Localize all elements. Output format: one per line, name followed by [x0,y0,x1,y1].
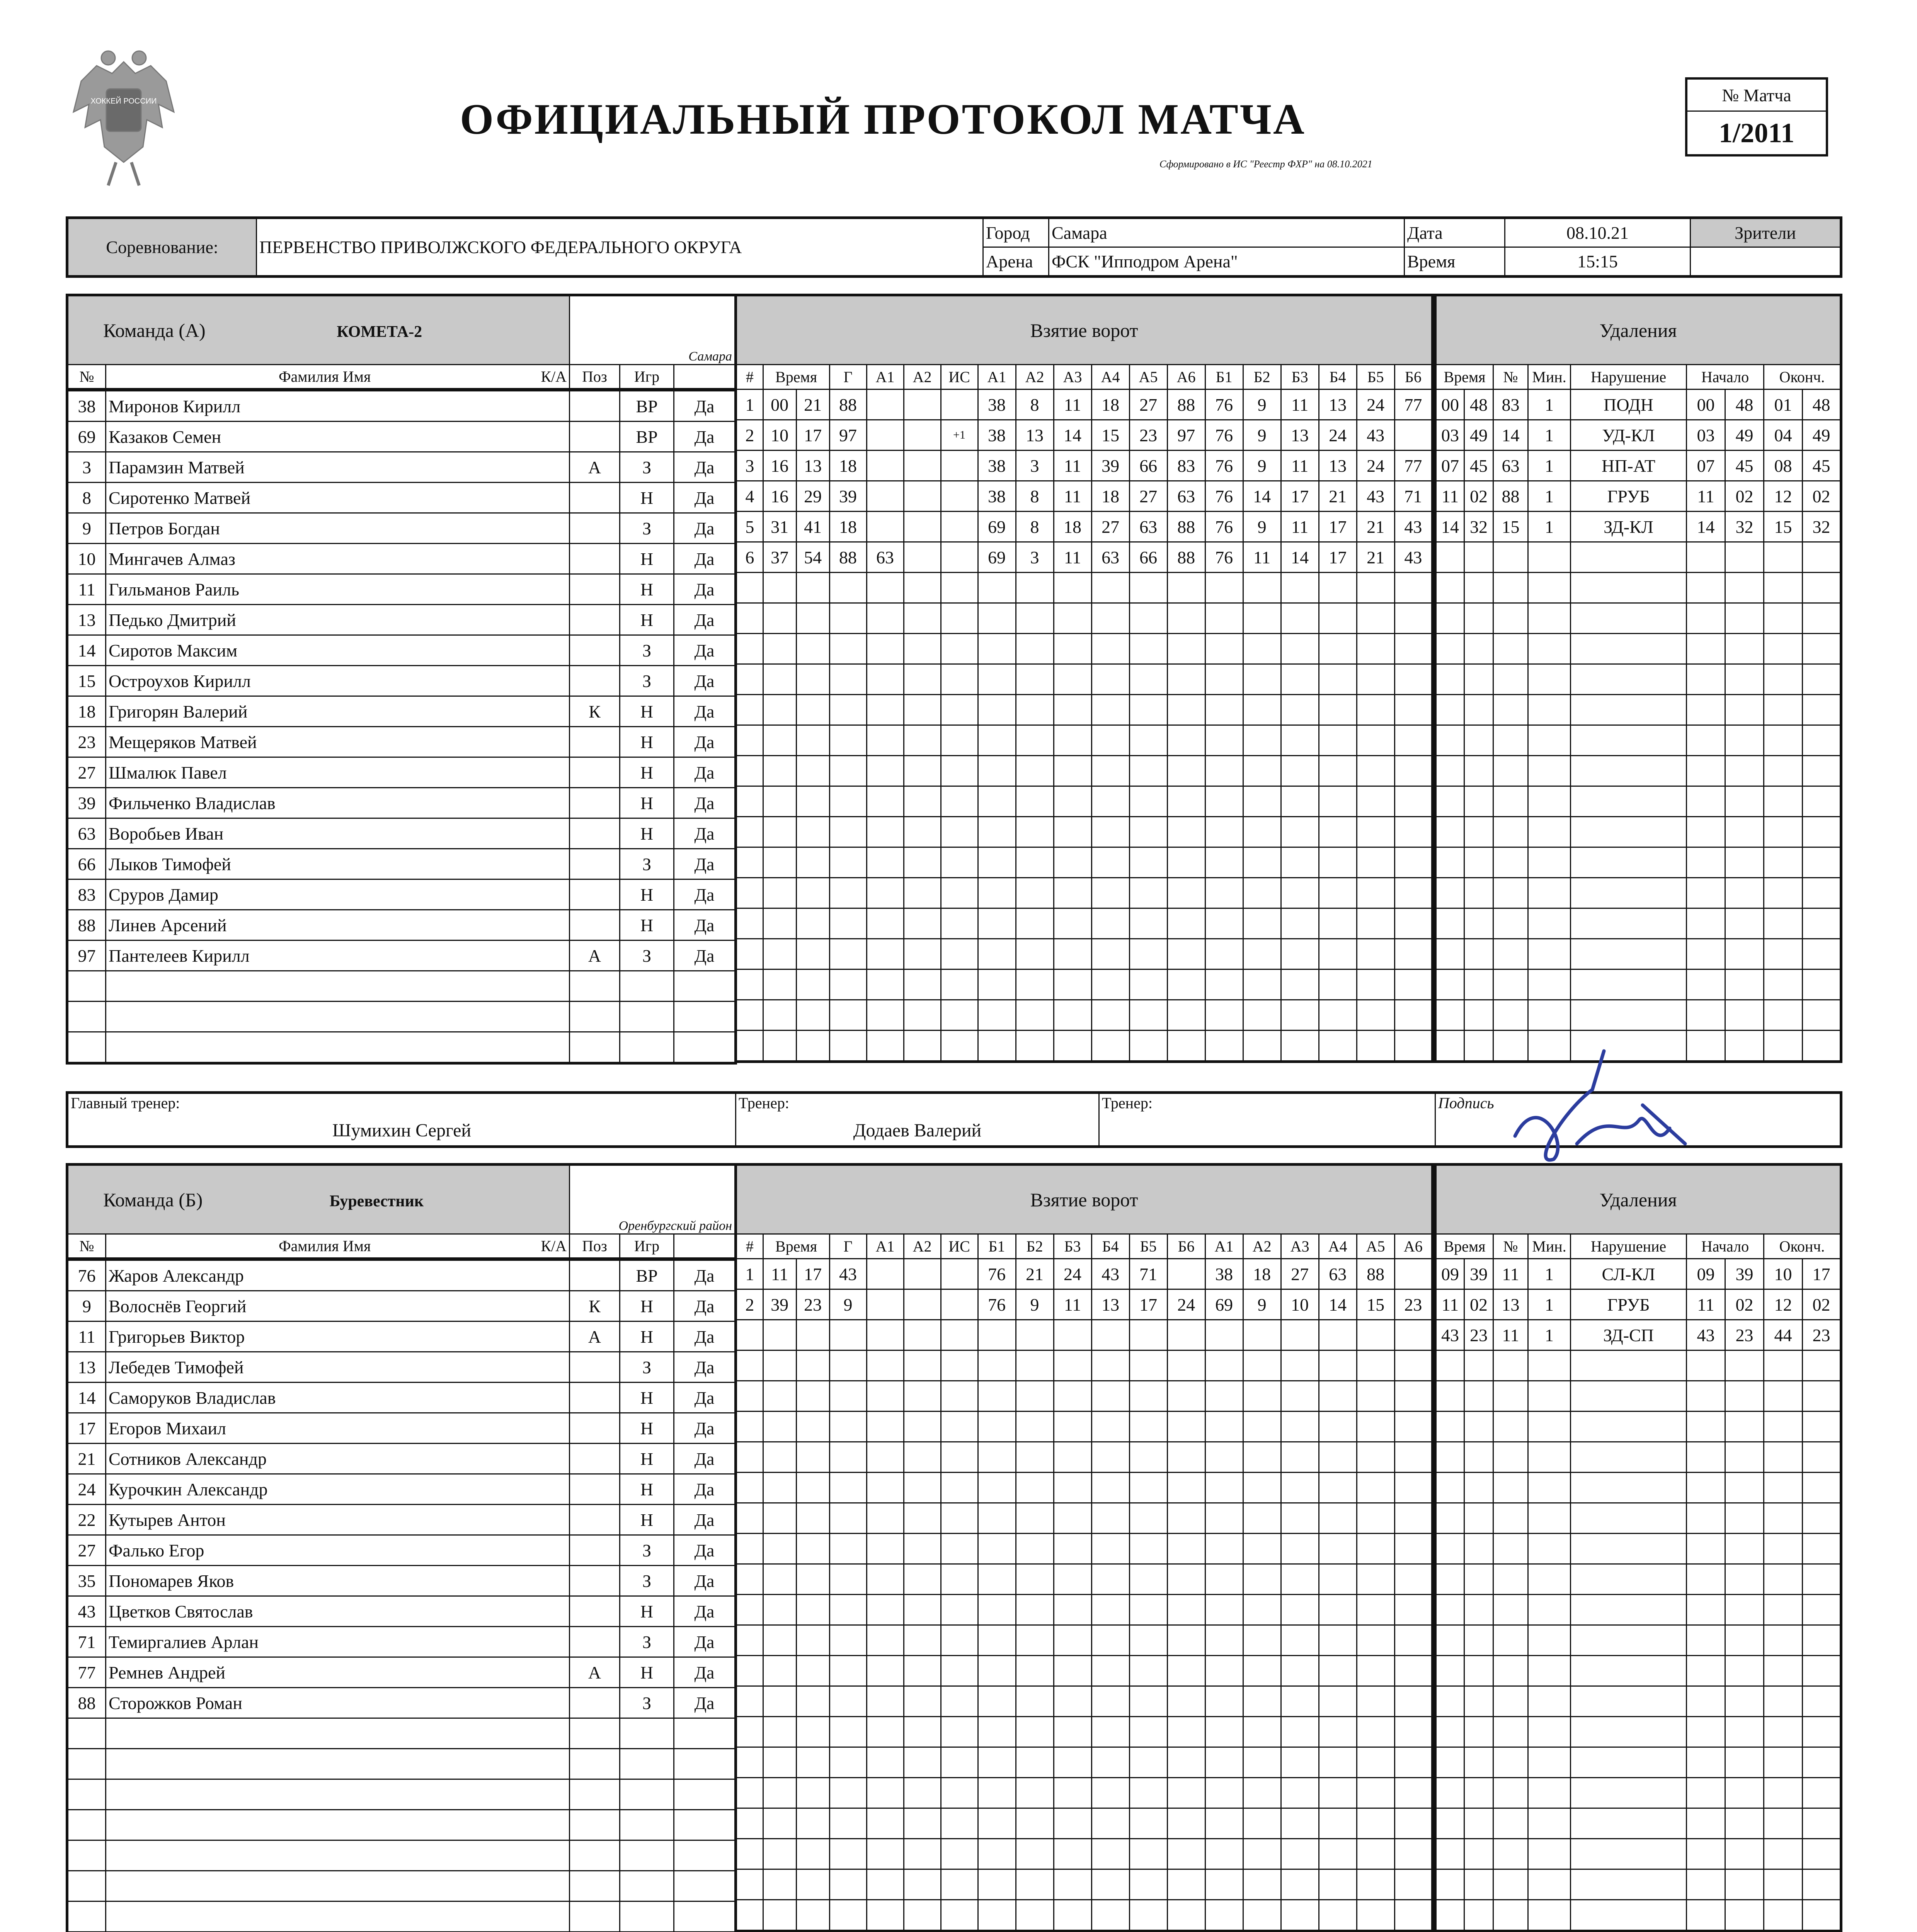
penalty-row [1435,969,1841,1000]
goal-row: 6 37 54 88 63 69 3 11 63 66 88 76 11 14 17 21 43 [736,542,1433,573]
player-row: 39 Фильченко Владислав Н Да [67,788,736,818]
goal-row [736,1900,1433,1931]
penalty-row [1435,908,1841,939]
player-row: 22 Кутырев Антон Н Да [67,1505,736,1535]
goal-row [736,786,1433,817]
penalty-row [1435,1503,1841,1534]
match-info: Соревнование: ПЕРВЕНСТВО ПРИВОЛЖСКОГО ФЕДЕРАЛЬНОГО ОКРУГА Город Самара Дата 08.10.21 Зрители Арена ФСК "Ипподром Арена" Время 15:15 [66,216,1842,278]
penalty-row [1435,634,1841,664]
penalty-row [1435,1564,1841,1595]
player-row [67,1871,736,1901]
penalty-row [1435,1869,1841,1900]
penalty-row [1435,1000,1841,1031]
generated-note: Сформировано в ИС "Реестр ФХР" на 08.10.2021 [1159,158,1372,170]
player-row: 35 Пономарев Яков З Да [67,1566,736,1596]
goal-row [736,1595,1433,1625]
player-row: 10 Мингачев Алмаз Н Да [67,544,736,574]
signature-team-b-icon [1461,1924,1731,1932]
teamB-name: Буревестник [329,1192,424,1210]
player-row: 76 Жаров Александр ВР Да [67,1260,736,1291]
goal-row [736,1564,1433,1595]
player-row [67,971,736,1002]
goal-row [736,1656,1433,1686]
eagle-emblem-icon [66,46,182,193]
goal-row [736,1442,1433,1473]
player-row [67,1002,736,1032]
player-row: 14 Сиротов Максим З Да [67,635,736,666]
penalty-row [1435,1625,1841,1656]
player-row [67,1032,736,1063]
goal-row [736,1808,1433,1839]
teamA-players [66,390,737,1065]
teamA-coaches: Главный тренер: Шумихин Сергей Тренер: Додаев Валерий Тренер: Подпись [66,1091,1842,1148]
goal-row [736,756,1433,786]
player-row: 69 Казаков Семен ВР Да [67,422,736,452]
penalty-row [1435,1595,1841,1625]
player-row: 8 Сиротенко Матвей Н Да [67,483,736,513]
penalty-row [1435,725,1841,756]
player-row [67,1810,736,1840]
penalty-row [1435,1808,1841,1839]
penalty-row [1435,1412,1841,1442]
logo [66,46,182,193]
penalty-row [1435,1778,1841,1808]
penalty-row: 11 02 13 1 ГРУБ 11 02 12 02 [1435,1289,1841,1320]
penalty-row [1435,1473,1841,1503]
penalty-row [1435,1350,1841,1381]
penalty-row: 00 48 83 1 ПОДН 00 48 01 48 [1435,389,1841,420]
player-row: 43 Цветков Святослав Н Да [67,1596,736,1627]
goal-row [736,847,1433,878]
goal-row [736,1625,1433,1656]
goal-row [736,1869,1433,1900]
goal-row: 1 11 17 43 76 21 24 43 71 38 18 27 63 88 [736,1259,1433,1289]
penalty-row [1435,1717,1841,1747]
goal-row [736,1000,1433,1031]
goal-row: 1 00 21 88 38 8 11 18 27 88 76 9 11 13 24 77 [736,389,1433,420]
player-row: 9 Волоснёв Георгий К Н Да [67,1291,736,1321]
goal-row [736,1503,1433,1534]
teamA-label: Команда (А) КОМЕТА-2 [67,295,570,365]
goal-row [736,1747,1433,1778]
player-row: 13 Лебедев Тимофей З Да [67,1352,736,1383]
goal-row: 2 39 23 9 76 9 11 13 17 24 69 9 10 14 15 23 [736,1289,1433,1320]
penalty-row [1435,603,1841,634]
team-a-section [66,294,1840,1151]
goal-row [736,1381,1433,1412]
goal-row [736,817,1433,847]
competition-name: ПЕРВЕНСТВО ПРИВОЛЖСКОГО ФЕДЕРАЛЬНОГО ОКРУГА [257,218,983,277]
player-row: 11 Гильманов Раиль Н Да [67,574,736,605]
penalty-row: 03 49 14 1 УД-КЛ 03 49 04 49 [1435,420,1841,451]
goal-row [736,1320,1433,1350]
penalty-row [1435,1839,1841,1869]
penalty-row: 09 39 11 1 СЛ-КЛ 09 39 10 17 [1435,1259,1841,1289]
goal-row [736,1031,1433,1062]
player-row: 14 Саморуков Владислав Н Да [67,1383,736,1413]
teamB-roster: Команда (Б) Буревестник Оренбургский район № Фамилия Имя К/А Поз Игр [66,1163,737,1260]
page-title: ОФИЦИАЛЬНЫЙ ПРОТОКОЛ МАТЧА [460,95,1306,143]
player-row: 88 Сторожков Роман З Да [67,1688,736,1718]
player-row [67,1901,736,1932]
penalty-row [1435,878,1841,908]
player-row: 15 Остроухов Кирилл З Да [67,666,736,696]
player-row: 27 Фалько Егор З Да [67,1535,736,1566]
goal-row [736,1778,1433,1808]
teamA-penalties: Удаления Время № Мин. Нарушение Начало Оконч. 00 48 83 1 ПОДН 00 48 01 48 03 49 14 1 УД-КЛ 03 49 04 49 07 45 63 1 НП-АТ 07 45 08 45 11 02 88 1 ГРУБ 11 02 12 02 14 32 15 1 ЗД-КЛ 14 32 15 32 [1434,294,1842,1063]
player-row: 27 Шмалюк Павел Н Да [67,757,736,788]
goal-row [736,573,1433,603]
goal-row [736,725,1433,756]
goal-row: 5 31 41 18 69 8 18 27 63 88 76 9 11 17 21 43 [736,512,1433,542]
player-row: 9 Петров Богдан З Да [67,513,736,544]
player-row [67,1749,736,1779]
goal-row [736,1717,1433,1747]
player-row: 23 Мещеряков Матвей Н Да [67,727,736,757]
player-row: 83 Сруров Дамир Н Да [67,879,736,910]
head-coach-name: Шумихин Сергей [332,1120,472,1141]
svg-text:ХОККЕЙ РОССИИ: ХОККЕЙ РОССИИ [90,97,157,105]
teamB-penalties: Удаления Время № Мин. Нарушение Начало Оконч. 09 39 11 1 СЛ-КЛ 09 39 10 17 11 02 13 1 ГРУБ 11 02 12 02 43 23 11 1 ЗД-СП 43 23 44 23 [1434,1163,1842,1932]
player-row [67,1840,736,1871]
penalty-row [1435,542,1841,573]
player-row: 88 Линев Арсений Н Да [67,910,736,940]
penalty-row [1435,847,1841,878]
player-row: 66 Лыков Тимофей З Да [67,849,736,879]
goal-row: 3 16 13 18 38 3 11 39 66 83 76 9 11 13 24 77 [736,451,1433,481]
goal-row [736,1473,1433,1503]
penalty-row [1435,1534,1841,1564]
player-row: 17 Егоров Михаил Н Да [67,1413,736,1444]
penalty-row: 11 02 88 1 ГРУБ 11 02 12 02 [1435,481,1841,512]
goal-row [736,969,1433,1000]
goal-row [736,664,1433,695]
player-row: 13 Педько Дмитрий Н Да [67,605,736,635]
signature-team-a-icon [1507,1043,1701,1167]
goal-row [736,878,1433,908]
goal-row [736,939,1433,969]
match-number: № Матча 1/2011 [1685,77,1828,156]
player-row: 97 Пантелеев Кирилл А З Да [67,940,736,971]
player-row: 77 Ремнев Андрей А Н Да [67,1657,736,1688]
player-row: 18 Григорян Валерий К Н Да [67,696,736,727]
penalty-row [1435,573,1841,603]
penalty-row [1435,786,1841,817]
penalty-row: 07 45 63 1 НП-АТ 07 45 08 45 [1435,451,1841,481]
team-b-section [66,1163,1840,1932]
goal-row [736,634,1433,664]
penalty-row [1435,1656,1841,1686]
goal-row: 2 10 17 97 +1 38 13 14 15 23 97 76 9 13 24 43 [736,420,1433,451]
goal-row [736,1839,1433,1869]
player-row: 38 Миронов Кирилл ВР Да [67,391,736,422]
teamB-label: Команда (Б) Буревестник [67,1165,570,1234]
player-row: 63 Воробьев Иван Н Да [67,818,736,849]
teamA-roster: Команда (А) КОМЕТА-2 Самара № Фамилия Имя К/А Поз Игр [66,294,737,391]
goal-row [736,695,1433,725]
player-row: 71 Темиргалиев Арлан З Да [67,1627,736,1657]
teamB-goals: Взятие ворот # Время Г А1 А2 ИС Б1 Б2 Б3 Б4 Б5 Б6 А1 А2 А3 А4 А5 А6 1 11 17 43 76 21 24 43 71 38 18 27 63 88 2 39 23 9 76 9 11 13 17 24 69 9 10 14 15 23 [734,1163,1434,1932]
player-row: 3 Парамзин Матвей А З Да [67,452,736,483]
player-row: 21 Сотников Александр Н Да [67,1444,736,1474]
penalty-row [1435,1686,1841,1717]
penalty-row: 43 23 11 1 ЗД-СП 43 23 44 23 [1435,1320,1841,1350]
penalty-row [1435,756,1841,786]
goal-row [736,1412,1433,1442]
player-row [67,1779,736,1810]
player-row [67,1718,736,1749]
teamA-goals: Взятие ворот # Время Г А1 А2 ИС А1 А2 А3 А4 А5 А6 Б1 Б2 Б3 Б4 Б5 Б6 1 00 21 88 38 8 11 18 27 88 76 9 11 13 24 77 2 10 17 97 +1 38 13 14 15 23 97 76 9 13 24 43 3 16 13 18 38 3 11 39 66 83 76 9 11 13 24 77 4 16 29 39 38 8 11 18 27 63 76 14 17 21 43 71 5 31 41 18 69 8 18 27 63 88 76 9 11 17 21 43 6 37 54 88 63 69 3 11 63 66 88 76 11 14 17 21 43 [734,294,1434,1063]
penalty-row [1435,1747,1841,1778]
goal-row [736,908,1433,939]
penalty-row [1435,817,1841,847]
penalty-row [1435,695,1841,725]
goal-row: 4 16 29 39 38 8 11 18 27 63 76 14 17 21 43 71 [736,481,1433,512]
penalty-row [1435,1381,1841,1412]
penalty-row [1435,664,1841,695]
penalty-row [1435,939,1841,969]
goal-row [736,1350,1433,1381]
teamB-players [66,1260,737,1932]
penalty-row: 14 32 15 1 ЗД-КЛ 14 32 15 32 [1435,512,1841,542]
goal-row [736,603,1433,634]
player-row: 11 Григорьев Виктор А Н Да [67,1321,736,1352]
goal-row [736,1534,1433,1564]
teamA-name: КОМЕТА-2 [337,323,422,341]
penalty-row [1435,1442,1841,1473]
player-row: 24 Курочкин Александр Н Да [67,1474,736,1505]
goal-row [736,1686,1433,1717]
